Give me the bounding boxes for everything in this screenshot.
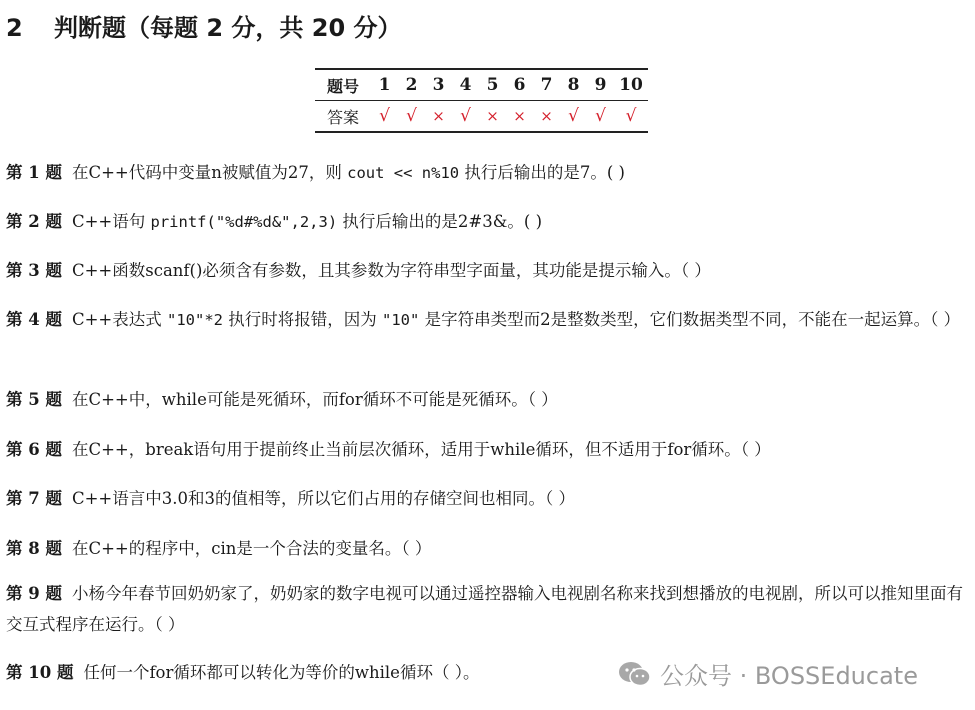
question-5 xyxy=(6,384,966,415)
question-text: 任何一个for循环都可以转化为等价的while循环（ ）。 xyxy=(83,663,480,682)
watermark xyxy=(618,656,918,691)
answer-table-header-row xyxy=(315,69,648,101)
question-number: 4 xyxy=(452,69,479,101)
answer-mark: × xyxy=(540,107,553,125)
question-text: 执行时将报错，因为 xyxy=(228,310,377,329)
question-text: 执行后输出的是7。( ) xyxy=(464,163,625,182)
answer-mark: × xyxy=(432,107,445,125)
answer-mark: × xyxy=(486,107,499,125)
answer-mark: √ xyxy=(625,106,637,126)
question-label: 第 3 题 xyxy=(6,261,62,280)
question-text: 在C++中，while可能是死循环，而for循环不可能是死循环。（ ） xyxy=(71,390,558,409)
question-10 xyxy=(6,657,606,688)
question-3 xyxy=(6,255,966,286)
question-label: 第 6 题 xyxy=(6,440,62,459)
section-title: 判断题（每题 2 分，共 20 分） xyxy=(54,14,402,42)
question-text: C++函数scanf()必须含有参数，且其参数为字符串型字面量，其功能是提示输入。（ ） xyxy=(71,261,711,280)
answer-mark: √ xyxy=(460,106,471,126)
code-snippet: printf("%d#%d&",2,3) xyxy=(150,213,338,231)
question-label: 第 4 题 xyxy=(6,310,62,329)
question-label: 第 10 题 xyxy=(6,663,74,682)
question-text: C++语言中3.0和3的值相等，所以它们占用的存储空间也相同。（ ） xyxy=(71,489,575,508)
question-7 xyxy=(6,483,966,514)
question-9 xyxy=(6,578,966,640)
question-text: C++表达式 xyxy=(71,310,162,329)
section-heading xyxy=(6,8,402,43)
question-number: 1 xyxy=(371,69,398,101)
question-number: 10 xyxy=(614,69,648,101)
question-number-label: 题号 xyxy=(315,69,371,101)
answer-table xyxy=(315,68,648,133)
section-number: 2 xyxy=(6,14,23,42)
question-label: 第 7 题 xyxy=(6,489,62,508)
question-2 xyxy=(6,206,966,238)
code-snippet: cout << n%10 xyxy=(347,164,460,182)
answer-mark: √ xyxy=(595,106,606,126)
answer-mark: √ xyxy=(406,106,417,126)
question-label: 第 8 题 xyxy=(6,539,62,558)
question-number: 9 xyxy=(587,69,614,101)
question-number: 5 xyxy=(479,69,506,101)
question-label: 第 2 题 xyxy=(6,212,62,231)
question-number: 2 xyxy=(398,69,425,101)
question-text: 在C++，break语句用于提前终止当前层次循环，适用于while循环，但不适用于for循环。（ ） xyxy=(71,440,771,459)
question-number: 3 xyxy=(425,69,452,101)
question-number: 8 xyxy=(560,69,587,101)
code-snippet: "10"*2 xyxy=(167,311,224,329)
question-text: 小杨今年春节回奶奶家了，奶奶家的数字电视可以通过遥控器输入电视剧名称来找到想播放的电视剧，所以可以推知里面有交互式程序在运行。（ ） xyxy=(6,584,963,634)
wechat-icon xyxy=(618,660,652,688)
answer-table-answer-row xyxy=(315,101,648,133)
question-text: C++语句 xyxy=(71,212,146,231)
question-label: 第 9 题 xyxy=(6,584,62,603)
question-text: 执行后输出的是2#3&。( ) xyxy=(342,212,543,231)
question-8 xyxy=(6,533,966,564)
answer-mark: √ xyxy=(379,106,390,126)
question-label: 第 1 题 xyxy=(6,163,62,182)
question-4 xyxy=(6,304,966,336)
answer-mark: × xyxy=(513,107,526,125)
question-1 xyxy=(6,157,966,189)
answer-mark: √ xyxy=(568,106,579,126)
answer-label: 答案 xyxy=(326,107,359,127)
question-text: 在C++代码中变量n被赋值为27，则 xyxy=(71,163,342,182)
question-text: 在C++的程序中，cin是一个合法的变量名。（ ） xyxy=(71,539,432,558)
code-snippet: "10" xyxy=(382,311,420,329)
watermark-text: 公众号 · BOSSEducate xyxy=(660,662,918,690)
question-number: 7 xyxy=(533,69,560,101)
question-text: 是字符串类型而2是整数类型，它们数据类型不同，不能在一起运算。（ ） xyxy=(424,310,961,329)
question-6 xyxy=(6,434,966,465)
question-number: 6 xyxy=(506,69,533,101)
question-label: 第 5 题 xyxy=(6,390,62,409)
